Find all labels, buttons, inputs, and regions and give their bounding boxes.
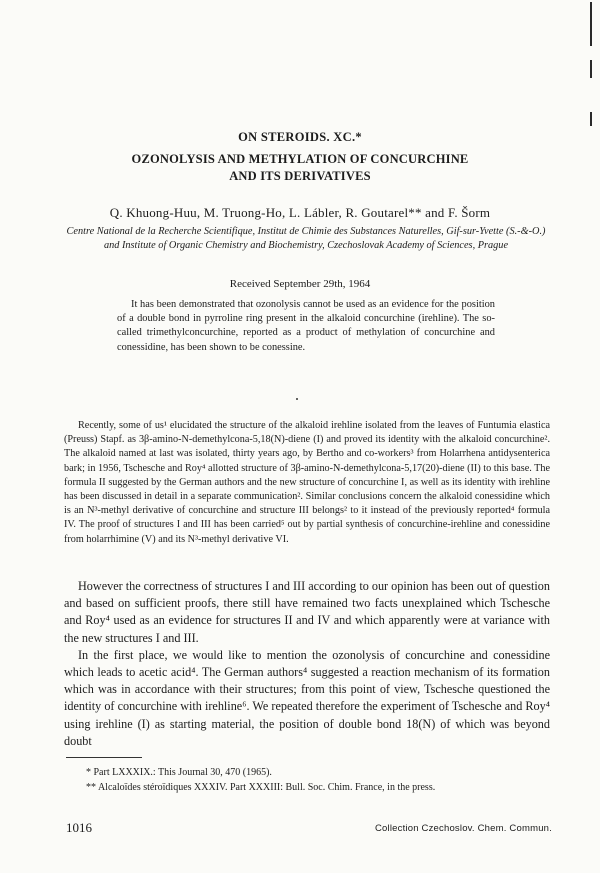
main-text: [64, 578, 550, 750]
series-title: ON STEROIDS. XC.*: [238, 130, 362, 144]
author-list: Q. Khuong-Huu, M. Truong-Ho, L. Lábler, R. Goutarel** and F. Šorm: [109, 205, 491, 220]
abstract: [117, 298, 495, 355]
page-number: 1016: [66, 820, 92, 835]
footnote-1: * Part LXXXIX.: This Journal 30, 470 (1965).: [86, 767, 272, 778]
introduction-paragraph: [64, 419, 550, 547]
paragraph-2: In the first place, we would like to mention the ozonolysis of concurchine and conessidine which leads to acetic acid⁴. The German authors⁴ suggested a reaction mechanism of its formation which was in accordance with their structures; from this point of view, Tschesche questioned the identity of concurchine with irehline⁶. We repeated therefore the experiment of Tschesche and Roy⁴ using irehline (I) as starting material, the position of double bond 18(N) of which was beyond doubt: [64, 647, 550, 748]
received-date: Received September 29th, 1964: [229, 278, 371, 290]
article-title-line-1: OZONOLYSIS AND METHYLATION OF CONCURCHINE: [131, 152, 469, 166]
footnote-2: ** Alcaloïdes stéroïdiques XXXIV. Part XXXIII: Bull. Soc. Chim. France, in the press.: [86, 782, 436, 793]
scan-speck: [296, 398, 298, 400]
footnotes: [86, 765, 556, 795]
introduction-text: Recently, some of us¹ elucidated the structure of the alkaloid irehline isolated from the leaves of Funtumia elastica (Preuss) Stapf. as 3β-amino-N-demethylcona-5,18(N)-diene (I) and proved its identity with the alkaloid concurchine². The alkaloid named at last was isolated, thirty years ago, by Bertho and co-workers³ from Holarrhena antidysenterica bark; in 1956, Tschesche and Roy⁴ allotted structure of 3β-amino-N-demethylcona-5,17(20)-diene (II) to this base. The formula II suggested by the German authors and the new structure of concurchine I, as well as its identity with irehline has been discussed in detail in a separate communication². Similar conclusions concern the alkaloid conessidine which is an N³-methyl derivative of concurchine and structure III belongs² to it instead of the previously reported⁴ formula IV. The proof of structures I and III has been carried⁵ out by partial synthesis of concurchine-irehline and conessidine from holarrhimine (V) and its N³-methyl derivative VI.: [64, 420, 550, 545]
journal-name: Collection Czechoslov. Chem. Commun.: [374, 823, 552, 834]
abstract-text: It has been demonstrated that ozonolysis cannot be used as an evidence for the position of a double bond in pyrroline ring present in the alkaloid concurchine (irehline). The so-called trimethylconcurchine, reported as a product of methylation of concurchine and conessidine, has been shown to be conessine.: [117, 299, 495, 353]
article-title-line-2: AND ITS DERIVATIVES: [229, 169, 371, 183]
footnote-divider: [66, 757, 142, 758]
article-title: [0, 151, 600, 185]
scan-edge-mark: [590, 60, 592, 78]
scan-edge-mark: [590, 2, 592, 46]
paragraph-1: However the correctness of structures I and III according to our opinion has been out of question and based on sufficient proofs, there still have remained two facts unexplained which Tschesche and Roy⁴ used as an evidence for structures II and IV and which apparently were at variance with the new structures I and III.: [64, 579, 550, 645]
scan-edge-mark: [590, 112, 592, 126]
affiliation: Centre National de la Recherche Scientifique, Institut de Chimie des Substances Naturelles, Gif-sur-Yvette (S.-&-O.) and Institute of Organic Chemistry and Biochemistry, Czechoslovak Academy of Sciences, Prague: [66, 226, 546, 251]
